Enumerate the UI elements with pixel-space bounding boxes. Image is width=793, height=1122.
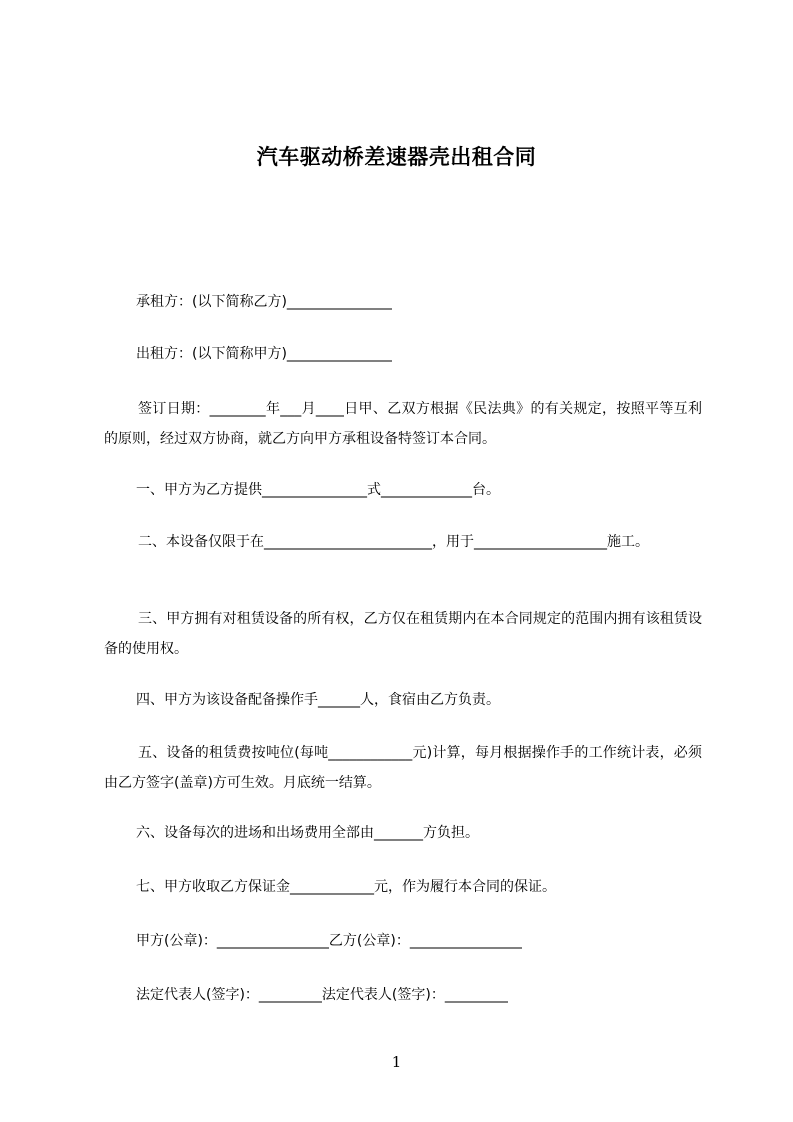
clause-3: 三、甲方拥有对租赁设备的所有权，乙方仅在租赁期内在本合同规定的范围内拥有该租赁设备的使用权。: [104, 611, 702, 657]
clause-5: 五、设备的租赁费按吨位(每吨____________元)计算，每月根据操作手的工作统计表，必须由乙方签字(盖章)方可生效。月底统一结算。: [104, 745, 702, 791]
clause-4: 四、甲方为该设备配备操作手______人，食宿由乙方负责。: [136, 692, 500, 708]
clause-7: 七、甲方收取乙方保证金____________元，作为履行本合同的保证。: [136, 879, 556, 895]
lessor-line: 出租方：(以下简称甲方)_______________: [136, 346, 392, 362]
clause-6: 六、设备每次的进场和出场费用全部由_______方负担。: [136, 825, 479, 841]
document-title: 汽车驱动桥差速器壳出租合同: [256, 145, 537, 169]
legal-representative-line: 法定代表人(签字)：_________法定代表人(签字)：_________: [136, 987, 508, 1003]
page-number: 1: [391, 1053, 402, 1071]
clause-1: 一、甲方为乙方提供_______________式_____________台。: [136, 482, 500, 498]
signing-date-paragraph: 签订日期：________年___月____日甲、乙双方根据《民法典》的有关规定，按照平等互利的原则，经过双方协商，就乙方向甲方承租设备特签订本合同。: [104, 401, 702, 447]
seal-line: 甲方(公章)：________________乙方(公章)：________________: [136, 933, 522, 949]
lessee-line: 承租方：(以下简称乙方)_______________: [136, 294, 392, 310]
clause-2: 二、本设备仅限于在________________________，用于___________________施工。: [138, 534, 649, 550]
